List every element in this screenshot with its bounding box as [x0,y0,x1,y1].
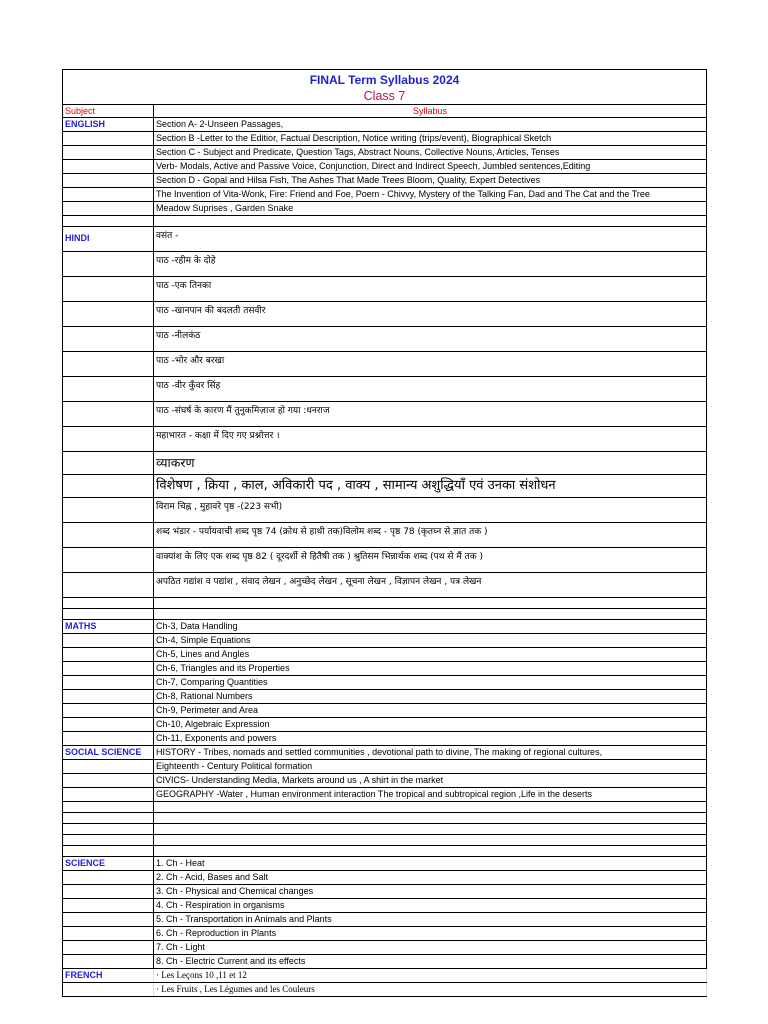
maths-item: Ch-10, Algebraic Expression [154,718,707,732]
hindi-row [63,402,707,427]
social-row [63,774,707,788]
english-item: Meadow Suprises , Garden Snake [154,202,707,216]
hindi-item: पाठ -नीलकंठ [154,327,707,352]
syllabus-table [62,69,707,997]
blank-row [63,802,707,813]
hindi-item: अपठित गद्यांश व पद्यांश , संवाद लेखन , अनुच्छेद लेखन , सूचना लेखन , विज्ञापन लेखन , पत्र लेखन [154,573,707,598]
hindi-grammar-topics: विशेषण , क्रिया , काल, अविकारी पद , वाक्य , सामान्य अशुद्धियाँ एवं उनका संशोधन [154,475,707,498]
science-row [63,955,707,969]
hindi-row [63,377,707,402]
hindi-row [63,277,707,302]
hindi-item: पाठ -खानपान की बदलती तसवीर [154,302,707,327]
english-item: The Invention of Vita-Wonk, Fire: Friend and Foe, Poem - Chivvy, Mystery of the Talking Fan, Dad and The Cat and the Tree [154,188,707,202]
hindi-row [63,302,707,327]
english-row [63,118,707,132]
social-row [63,760,707,774]
science-item: 5. Ch - Transportation in Animals and Plants [154,913,707,927]
science-item: 7. Ch - Light [154,941,707,955]
blank-row [63,216,707,227]
social-row [63,788,707,802]
science-item: 2. Ch - Acid, Bases and Salt [154,871,707,885]
hindi-row [63,573,707,598]
english-row [63,174,707,188]
hindi-row [63,252,707,277]
hindi-row [63,427,707,452]
social-item: Eighteenth - Century Political formation [154,760,707,774]
english-item: Section B -Letter to the Editior, Factual Description, Notice writing (trips/event), Biographical Sketch [154,132,707,146]
english-row [63,188,707,202]
subject-science: SCIENCE [63,857,154,871]
hindi-item: महाभारत - कक्षा में दिए गए प्रश्नोत्तर । [154,427,707,452]
english-item: Section D - Gopal and Hilsa Fish, The Ashes That Made Trees Bloom, Quality, Expert Detectives [154,174,707,188]
social-item: HISTORY - Tribes, nomads and settled communities , devotional path to divine, The making of regional cultures, [154,746,707,760]
blank-row [63,813,707,824]
hindi-row [63,352,707,377]
maths-item: Ch-11, Exponents and powers [154,732,707,746]
blank-row [63,835,707,846]
english-item: Section C - Subject and Predicate, Question Tags, Abstract Nouns, Collective Nouns, Articles, Tenses [154,146,707,160]
maths-item: Ch-9, Perimeter and Area [154,704,707,718]
science-item: 3. Ch - Physical and Chemical changes [154,885,707,899]
science-row [63,871,707,885]
hindi-row [63,475,707,498]
hindi-item: विराम चिह्न , मुहावरे पृष्ठ -(223 सभी) [154,498,707,523]
science-item: 1. Ch - Heat [154,857,707,871]
maths-row [63,732,707,746]
hindi-item: वसंत - [154,227,707,252]
maths-item: Ch-3, Data Handling [154,620,707,634]
hindi-row [63,523,707,548]
science-item: 8. Ch - Electric Current and its effects [154,955,707,969]
maths-item: Ch-7, Comparing Quantities [154,676,707,690]
subject-french: FRENCH [63,969,154,983]
header-row [63,105,707,118]
maths-item: Ch-6, Triangles and its Properties [154,662,707,676]
sheet-title: FINAL Term Syllabus 2024 [63,70,707,89]
science-row [63,941,707,955]
english-row [63,146,707,160]
maths-row [63,648,707,662]
english-row [63,160,707,174]
maths-item: Ch-5, Lines and Angles [154,648,707,662]
social-item: GEOGRAPHY -Water , Human environment interaction The tropical and subtropical region ,Life in the deserts [154,788,707,802]
subject-maths: MATHS [63,620,154,634]
hindi-item: पाठ -एक तिनका [154,277,707,302]
science-item: 6. Ch - Reproduction in Plants [154,927,707,941]
science-row [63,885,707,899]
hindi-item: पाठ -संघर्ष के कारण मैं तुनुकमिज़ाज हो गया :धनराज [154,402,707,427]
maths-item: Ch-8, Rational Numbers [154,690,707,704]
english-item: Verb- Modals, Active and Passive Voice, Conjunction, Direct and Indirect Speech, Jumbled sentences,Editing [154,160,707,174]
blank-row [63,824,707,835]
science-row [63,927,707,941]
subject-english: ENGLISH [63,118,154,132]
french-row [63,983,707,997]
blank-row [63,846,707,857]
french-item: · Les Fruits , Les Légumes and les Couleurs [154,983,707,997]
science-row [63,899,707,913]
maths-row [63,718,707,732]
blank-row [63,609,707,620]
title-row [63,70,707,89]
hindi-row [63,498,707,523]
maths-row [63,662,707,676]
subject-header: Subject [63,105,154,118]
english-row [63,132,707,146]
blank-row [63,598,707,609]
maths-item: Ch-4, Simple Equations [154,634,707,648]
english-row [63,202,707,216]
subject-social-science: SOCIAL SCIENCE [63,746,154,760]
hindi-row [63,452,707,475]
hindi-item: पाठ -रहीम के दोहे [154,252,707,277]
class-row [63,88,707,105]
hindi-grammar-heading: व्याकरण [154,452,707,475]
maths-row [63,704,707,718]
hindi-item: पाठ -भोर और बरखा [154,352,707,377]
french-item: · Les Leçons 10 ,11 et 12 [154,969,707,983]
syllabus-sheet [62,69,706,997]
hindi-row [63,327,707,352]
hindi-row [63,548,707,573]
maths-row [63,690,707,704]
maths-row [63,634,707,648]
science-row [63,913,707,927]
science-row [63,857,707,871]
hindi-row [63,227,707,252]
french-row [63,969,707,983]
science-item: 4. Ch - Respiration in organisms [154,899,707,913]
hindi-item: वाक्यांश के लिए एक शब्द पृष्ठ 82 ( दूरदर्शी से हितैषी तक ) श्रुतिसम भिन्नार्थक शब्द (पथ से मैं तक ) [154,548,707,573]
social-item: CIVICS- Understanding Media, Markets around us , A shirt in the market [154,774,707,788]
subject-hindi: HINDI [63,227,154,252]
maths-row [63,620,707,634]
syllabus-header: Syllabus [154,105,707,118]
class-label: Class 7 [63,88,707,105]
hindi-item: शब्द भंडार - पर्यायवाची शब्द पृष्ठ 74 (क्रोध से हाथी तक)विलोम शब्द - पृष्ठ 78 (कृतघ्न से ज्ञात तक ) [154,523,707,548]
hindi-item: पाठ -वीर कुँवर सिंह [154,377,707,402]
english-item: Section A- 2-Unseen Passages, [154,118,707,132]
maths-row [63,676,707,690]
social-row [63,746,707,760]
